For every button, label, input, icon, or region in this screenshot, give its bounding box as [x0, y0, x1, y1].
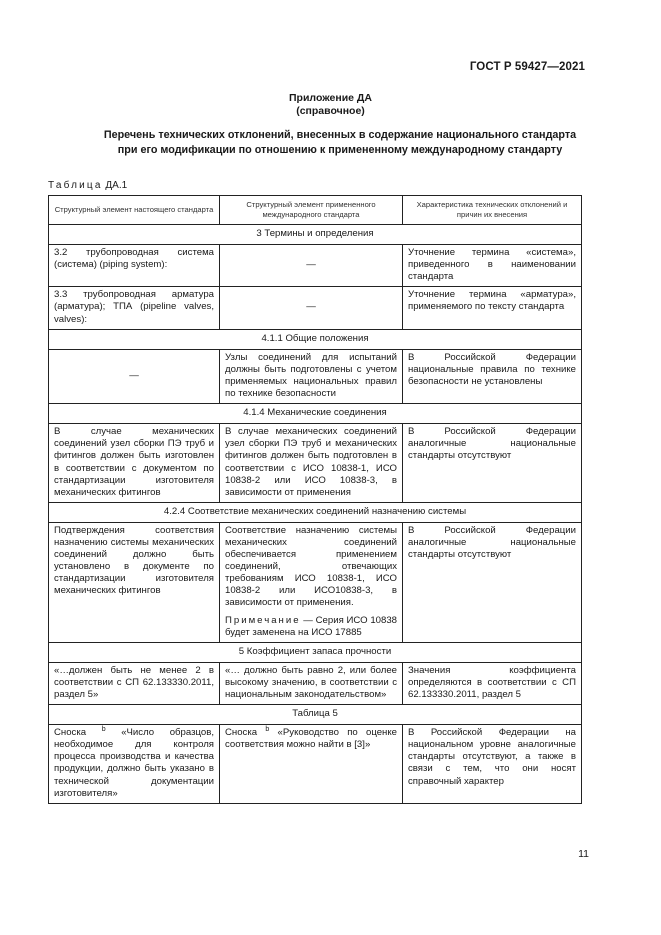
- table-cell: В Российской Федерации на национальном уровне аналогичные стандарты отсутствуют, а также в связи с тем, что они носят справочный характер: [403, 725, 582, 804]
- section-title: 5 Коэффициент запаса прочности: [49, 642, 582, 662]
- footnote-marker: b: [101, 726, 106, 733]
- annex-heading: [60, 128, 620, 158]
- footnote-text: «Число образцов, необходимое для контроля процесса производства и качества продукции, должно быть указано в технической документации изготовителя»: [54, 727, 214, 799]
- table-caption: [48, 180, 127, 191]
- table-caption-number: ДА.1: [105, 180, 128, 191]
- section-row: [49, 642, 582, 662]
- table-cell: Значения коэффициента определяются в соответствии с СП 62.133330.2011, раздел 5: [403, 662, 582, 704]
- section-row: [49, 329, 582, 349]
- table-row: [49, 349, 582, 403]
- footnote-prefix: Сноска: [54, 727, 87, 739]
- table-cell: —: [49, 349, 220, 403]
- column-header: Структурный элемент примененного международного стандарта: [220, 196, 403, 225]
- table-row: [49, 725, 582, 804]
- annex-heading-line-1: Перечень технических отклонений, внесенных в содержание национального стандарта: [103, 129, 577, 141]
- table-header-row: [49, 196, 582, 225]
- table-cell: «… должно быть равно 2, или более высокому значению, в соответствии с национальным законодательством»: [220, 662, 403, 704]
- table-cell: Подтверждения соответствия назначению системы механических соединений должно быть установлено в документе по стандартизации изготовителя механических фитингов: [49, 522, 220, 642]
- table-cell: 3.2 трубопроводная система (система) (piping system):: [49, 245, 220, 287]
- table-cell: Узлы соединений для испытаний должны быть подготовлены с учетом применяемых национальных правил по технике безопасности: [220, 349, 403, 403]
- annex-title: Приложение ДА: [289, 92, 372, 104]
- deviations-table: [48, 195, 582, 804]
- table-row: [49, 245, 582, 287]
- section-title: Таблица 5: [49, 705, 582, 725]
- table-cell: В случае механических соединений узел сборки ПЭ труб и механических фитингов должен быть подготовлен в соответствии с ИСО 10838-1, ИСО 10838-2 или ИСО 10838-3, в зависимости от применения: [220, 424, 403, 503]
- section-title: 4.2.4 Соответствие механических соединений назначению системы: [49, 502, 582, 522]
- table-cell: Уточнение термина «система», приведенного в наименовании стандарта: [403, 245, 582, 287]
- section-title: 4.1.4 Механические соединения: [49, 404, 582, 424]
- section-row: [49, 404, 582, 424]
- section-title: 4.1.1 Общие положения: [49, 329, 582, 349]
- table-cell: В Российской Федерации национальные правила по технике безопасности не установлены: [403, 349, 582, 403]
- column-header: Характеристика технических отклонений и причин их внесения: [403, 196, 582, 225]
- note-text: — Серия ИСО 10838 будет заменена на ИСО 17885: [225, 614, 398, 638]
- table-cell: —: [220, 245, 403, 287]
- annex-heading-line-2: при его модификации по отношению к примененному международному стандарту: [117, 144, 563, 156]
- table-cell: [220, 522, 403, 642]
- table-cell: Уточнение термина «арматура», применяемого по тексту стандарта: [403, 287, 582, 329]
- page-number: 11: [578, 848, 589, 860]
- standard-id: ГОСТ Р 59427—2021: [469, 61, 585, 73]
- section-row: [49, 502, 582, 522]
- footnote-prefix: Сноска: [225, 727, 258, 739]
- column-header: Структурный элемент настоящего стандарта: [49, 196, 220, 225]
- section-row: [49, 705, 582, 725]
- note-label: Примечание: [225, 614, 301, 626]
- table-cell: [220, 725, 403, 804]
- section-row: [49, 225, 582, 245]
- table-cell: В случае механических соединений узел сборки ПЭ труб и фитингов должен быть изготовлен в соответствии с документом по стандартизации изготовителя механических фитингов: [49, 424, 220, 503]
- footnote-marker: b: [265, 726, 270, 733]
- annex-subtitle: (справочное): [296, 105, 365, 117]
- table-cell: 3.3 трубопроводная арматура (арматура); ТПА (pipeline valves, valves):: [49, 287, 220, 329]
- table-row: [49, 287, 582, 329]
- table-cell: «…должен быть не менее 2 в соответствии с СП 62.133330.2011, раздел 5»: [49, 662, 220, 704]
- table-cell: В Российской Федерации аналогичные национальные стандарты отсутствуют: [403, 522, 582, 642]
- footnote-text: «Руководство по оценке соответствия можно найти в [3]»: [225, 727, 397, 751]
- cell-text: Соответствие назначению системы механических соединений обеспечивается применением соединений, отвечающих требованиям ИСО 10838-1, ИСО 10838-2 или ИСО10838-3, в зависимости от применения.: [225, 524, 397, 609]
- table-cell: —: [220, 287, 403, 329]
- table-caption-word: Таблица: [48, 180, 103, 191]
- table-note: [225, 615, 397, 639]
- table-cell: В Российской Федерации аналогичные национальные стандарты отсутствуют: [403, 424, 582, 503]
- section-title: 3 Термины и определения: [49, 225, 582, 245]
- table-cell: [49, 725, 220, 804]
- table-row: [49, 522, 582, 642]
- table-row: [49, 424, 582, 503]
- table-row: [49, 662, 582, 704]
